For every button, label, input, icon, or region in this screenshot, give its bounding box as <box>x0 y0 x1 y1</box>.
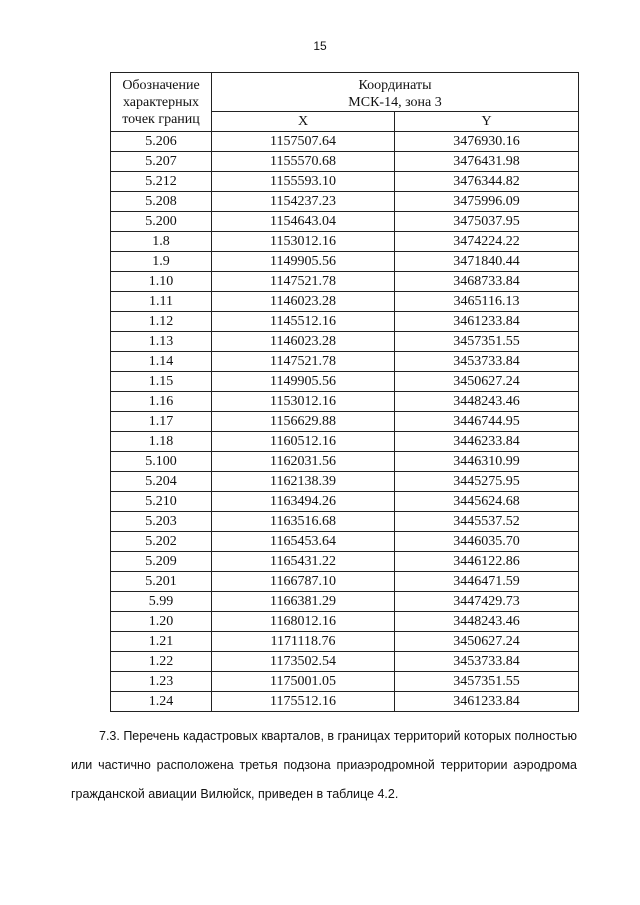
table-row <box>111 492 579 512</box>
cell-x: 1160512.16 <box>212 432 395 452</box>
cell-x: 1153012.16 <box>212 232 395 252</box>
cell-point: 1.21 <box>111 632 212 652</box>
cell-x: 1162138.39 <box>212 472 395 492</box>
cell-y: 3453733.84 <box>395 652 579 672</box>
cell-point: 1.8 <box>111 232 212 252</box>
cell-point: 5.209 <box>111 552 212 572</box>
cell-y: 3450627.24 <box>395 632 579 652</box>
cell-x: 1147521.78 <box>212 272 395 292</box>
page-number: 15 <box>313 39 327 53</box>
cell-x: 1149905.56 <box>212 252 395 272</box>
cell-x: 1157507.64 <box>212 132 395 152</box>
header-x: X <box>212 112 395 132</box>
cell-x: 1145512.16 <box>212 312 395 332</box>
cell-y: 3450627.24 <box>395 372 579 392</box>
table-row <box>111 232 579 252</box>
cell-point: 5.200 <box>111 212 212 232</box>
header-coordinates <box>212 73 579 112</box>
cell-y: 3446233.84 <box>395 432 579 452</box>
cell-y: 3471840.44 <box>395 252 579 272</box>
cell-y: 3446035.70 <box>395 532 579 552</box>
cell-x: 1156629.88 <box>212 412 395 432</box>
cell-y: 3476431.98 <box>395 152 579 172</box>
cell-x: 1175512.16 <box>212 692 395 712</box>
cell-y: 3461233.84 <box>395 312 579 332</box>
table-row <box>111 292 579 312</box>
cell-point: 5.100 <box>111 452 212 472</box>
cell-x: 1175001.05 <box>212 672 395 692</box>
cell-x: 1165453.64 <box>212 532 395 552</box>
table-row <box>111 632 579 652</box>
table-row <box>111 392 579 412</box>
cell-y: 3453733.84 <box>395 352 579 372</box>
cell-y: 3446471.59 <box>395 572 579 592</box>
cell-y: 3446744.95 <box>395 412 579 432</box>
body-paragraph: 7.3. Перечень кадастровых кварталов, в границах территорий которых полностью или частично расположена третья подзона приаэродромной территории аэродрома гражданской авиации Вилюйск, приведен в таблице 4.2. <box>71 729 577 801</box>
cell-y: 3457351.55 <box>395 332 579 352</box>
table-row <box>111 512 579 532</box>
header-point-designation: Обозначение характерных точек границ <box>111 73 212 132</box>
header-coordinates-title: Координаты <box>358 78 432 93</box>
cell-y: 3446310.99 <box>395 452 579 472</box>
cell-point: 1.9 <box>111 252 212 272</box>
table-row <box>111 412 579 432</box>
table-row <box>111 212 579 232</box>
cell-point: 5.206 <box>111 132 212 152</box>
cell-y: 3446122.86 <box>395 552 579 572</box>
cell-point: 5.210 <box>111 492 212 512</box>
cell-point: 5.201 <box>111 572 212 592</box>
cell-x: 1166381.29 <box>212 592 395 612</box>
table-row <box>111 432 579 452</box>
table-row <box>111 152 579 172</box>
table-header-row <box>111 73 579 112</box>
cell-point: 1.13 <box>111 332 212 352</box>
header-y: Y <box>395 112 579 132</box>
table-row <box>111 552 579 572</box>
table-row <box>111 572 579 592</box>
table-row <box>111 652 579 672</box>
cell-y: 3457351.55 <box>395 672 579 692</box>
cell-x: 1153012.16 <box>212 392 395 412</box>
cell-y: 3475037.95 <box>395 212 579 232</box>
cell-y: 3448243.46 <box>395 392 579 412</box>
cell-x: 1163516.68 <box>212 512 395 532</box>
cell-point: 1.24 <box>111 692 212 712</box>
cell-point: 5.207 <box>111 152 212 172</box>
table-row <box>111 472 579 492</box>
cell-point: 1.14 <box>111 352 212 372</box>
table-row <box>111 372 579 392</box>
cell-y: 3445624.68 <box>395 492 579 512</box>
cell-y: 3476344.82 <box>395 172 579 192</box>
cell-point: 1.23 <box>111 672 212 692</box>
cell-point: 1.11 <box>111 292 212 312</box>
cell-point: 1.10 <box>111 272 212 292</box>
cell-y: 3445537.52 <box>395 512 579 532</box>
table-row <box>111 532 579 552</box>
cell-y: 3445275.95 <box>395 472 579 492</box>
header-coordinate-system: МСК-14, зона 3 <box>348 95 442 110</box>
cell-x: 1171118.76 <box>212 632 395 652</box>
cell-x: 1147521.78 <box>212 352 395 372</box>
cell-x: 1155593.10 <box>212 172 395 192</box>
cell-x: 1149905.56 <box>212 372 395 392</box>
table-row <box>111 272 579 292</box>
cell-x: 1146023.28 <box>212 332 395 352</box>
cell-y: 3476930.16 <box>395 132 579 152</box>
cell-y: 3448243.46 <box>395 612 579 632</box>
cell-x: 1173502.54 <box>212 652 395 672</box>
table-body <box>111 132 579 712</box>
cell-point: 1.16 <box>111 392 212 412</box>
cell-y: 3475996.09 <box>395 192 579 212</box>
cell-y: 3447429.73 <box>395 592 579 612</box>
cell-point: 5.212 <box>111 172 212 192</box>
table-row <box>111 252 579 272</box>
table-row <box>111 672 579 692</box>
table-row <box>111 452 579 472</box>
cell-point: 1.18 <box>111 432 212 452</box>
cell-x: 1165431.22 <box>212 552 395 572</box>
cell-y: 3474224.22 <box>395 232 579 252</box>
table-row <box>111 692 579 712</box>
table-row <box>111 172 579 192</box>
cell-y: 3465116.13 <box>395 292 579 312</box>
table-row <box>111 312 579 332</box>
cell-y: 3468733.84 <box>395 272 579 292</box>
cell-x: 1166787.10 <box>212 572 395 592</box>
cell-point: 5.99 <box>111 592 212 612</box>
cell-point: 5.203 <box>111 512 212 532</box>
cell-x: 1163494.26 <box>212 492 395 512</box>
cell-x: 1155570.68 <box>212 152 395 172</box>
cell-point: 5.204 <box>111 472 212 492</box>
table-row <box>111 612 579 632</box>
cell-x: 1154237.23 <box>212 192 395 212</box>
coordinates-table <box>110 72 579 712</box>
cell-x: 1168012.16 <box>212 612 395 632</box>
cell-point: 1.15 <box>111 372 212 392</box>
cell-x: 1162031.56 <box>212 452 395 472</box>
table-row <box>111 332 579 352</box>
table-row <box>111 352 579 372</box>
cell-x: 1154643.04 <box>212 212 395 232</box>
cell-point: 1.12 <box>111 312 212 332</box>
cell-y: 3461233.84 <box>395 692 579 712</box>
table-row <box>111 592 579 612</box>
cell-point: 1.20 <box>111 612 212 632</box>
cell-point: 1.17 <box>111 412 212 432</box>
table-row <box>111 192 579 212</box>
cell-point: 1.22 <box>111 652 212 672</box>
cell-x: 1146023.28 <box>212 292 395 312</box>
cell-point: 5.208 <box>111 192 212 212</box>
table-row <box>111 132 579 152</box>
cell-point: 5.202 <box>111 532 212 552</box>
